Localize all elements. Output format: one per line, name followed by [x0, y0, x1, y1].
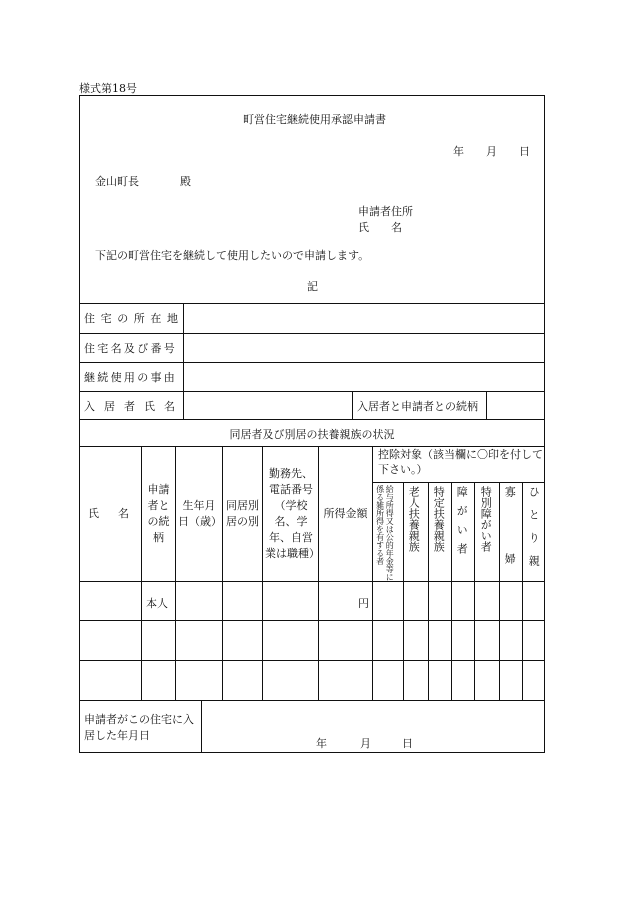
header-salary-income: 給与所得又は公的年金等に係る雑所得を有する者 [375, 485, 395, 581]
move-in-label: 申請者がこの住宅に入居した年月日 [84, 713, 194, 742]
move-in-day: 日 [402, 737, 413, 750]
header-income: 所得金額 [323, 507, 368, 521]
form-number: 様式第18号 [79, 82, 137, 95]
header-widow: 寡婦 [503, 486, 517, 620]
row-reason-label: 継続使用の事由 [84, 371, 178, 384]
addressee-name: 金山町長 [95, 175, 139, 188]
move-in-year: 年 [316, 737, 327, 750]
date-year: 年 [453, 145, 464, 158]
row-location-label: 住 宅 の 所 在 地 [84, 312, 178, 325]
move-in-month: 月 [360, 737, 371, 750]
header-single-parent: ひとり親 [527, 486, 541, 578]
header-elderly: 老人扶養親族 [407, 486, 421, 552]
header-specific: 特定扶養親族 [432, 486, 446, 552]
header-cohabitation: 同居別居の別 [226, 499, 259, 528]
row-resident-name-label: 入居者氏名 [84, 400, 184, 413]
family-section-title: 同居者及び別居の扶養親族の状況 [229, 428, 395, 441]
header-special-disabled: 特別障がい者 [479, 486, 493, 552]
header-workplace: 勤務先、電話番号（学校名、学年、自営業は職種） [265, 467, 320, 560]
header-name: 氏 名 [88, 507, 133, 521]
date-day: 日 [519, 145, 530, 158]
row1-yen: 円 [358, 597, 369, 610]
ki-mark: 記 [307, 280, 318, 293]
date-month: 月 [486, 145, 497, 158]
addressee-honorific: 殿 [180, 175, 191, 188]
header-birthdate: 生年月日（歳） [178, 499, 222, 528]
row-housing-name-label: 住宅名及び番号 [84, 342, 178, 355]
applicant-address-label: 申請者住所 [358, 205, 413, 218]
application-form [79, 95, 545, 753]
form-title: 町営住宅継続使用承認申請書 [243, 113, 386, 126]
header-disabled: 障がい者 [455, 486, 469, 562]
header-deduction: 控除対象（該当欄に〇印を付して下さい。） [378, 448, 543, 476]
row-relation-label: 入居者と申請者との続柄 [357, 400, 478, 413]
row1-relation: 本人 [146, 597, 168, 610]
intro-text: 下記の町営住宅を継続して使用したいので申請します。 [95, 249, 370, 262]
header-relation: 申請者との続柄 [147, 483, 170, 544]
applicant-name-label: 氏 名 [358, 221, 402, 234]
